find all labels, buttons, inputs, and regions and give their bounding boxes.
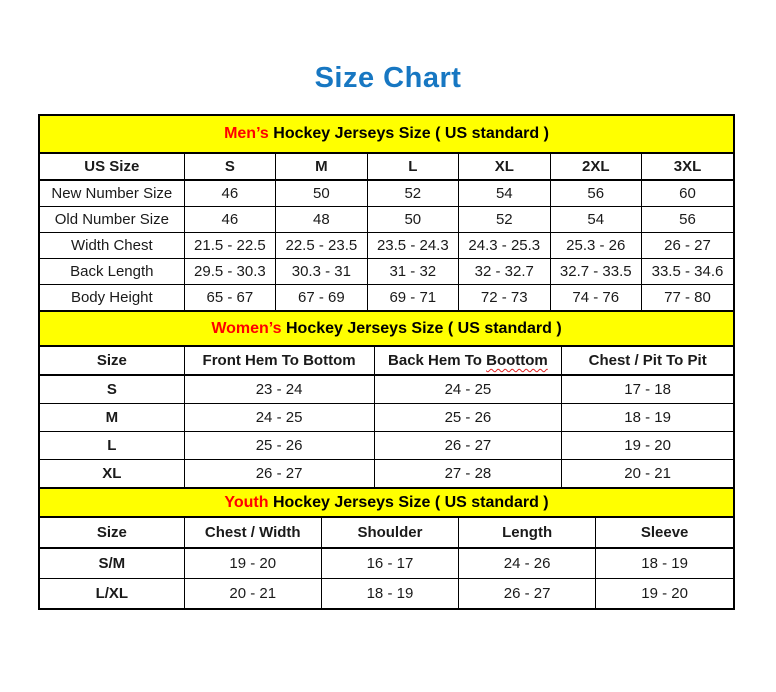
size-value-cell: 20 - 21	[562, 459, 733, 487]
column-header: Chest / Pit To Pit	[562, 347, 733, 375]
size-value-cell: 26 - 27	[374, 431, 562, 459]
column-header: L	[367, 154, 458, 180]
size-value-cell: 19 - 20	[184, 548, 321, 578]
row-label: New Number Size	[40, 180, 184, 206]
table-row	[40, 206, 733, 232]
table-row	[40, 578, 733, 608]
row-label: L	[40, 431, 184, 459]
size-value-cell: 24 - 25	[374, 375, 562, 403]
size-value-cell: 17 - 18	[562, 375, 733, 403]
column-header: Shoulder	[321, 518, 458, 548]
column-header: M	[276, 154, 367, 180]
size-value-cell: 26 - 27	[459, 578, 596, 608]
size-value-cell: 32 - 32.7	[459, 258, 550, 284]
size-value-cell: 23.5 - 24.3	[367, 232, 458, 258]
size-value-cell: 54	[550, 206, 641, 232]
size-value-cell: 26 - 27	[184, 459, 374, 487]
column-header: XL	[459, 154, 550, 180]
row-label: M	[40, 403, 184, 431]
size-value-cell: 18 - 19	[321, 578, 458, 608]
size-value-cell: 18 - 19	[596, 548, 733, 578]
womens-table-band	[40, 310, 733, 347]
size-value-cell: 56	[550, 180, 641, 206]
size-value-cell: 48	[276, 206, 367, 232]
size-value-cell: 46	[184, 180, 275, 206]
size-value-cell: 31 - 32	[367, 258, 458, 284]
youth-band-text: Hockey Jerseys Size ( US standard )	[268, 493, 549, 511]
row-label: Body Height	[40, 284, 184, 310]
column-header: Chest / Width	[184, 518, 321, 548]
row-label: S	[40, 375, 184, 403]
size-value-cell: 72 - 73	[459, 284, 550, 310]
column-header: Back Hem To Boottom	[374, 347, 562, 375]
column-header: Size	[40, 347, 184, 375]
size-value-cell: 25 - 26	[184, 431, 374, 459]
table-row	[40, 548, 733, 578]
table-row	[40, 180, 733, 206]
youth-table-band	[40, 487, 733, 518]
size-value-cell: 26 - 27	[641, 232, 733, 258]
size-value-cell: 25.3 - 26	[550, 232, 641, 258]
row-label: Width Chest	[40, 232, 184, 258]
size-value-cell: 52	[367, 180, 458, 206]
size-value-cell: 56	[641, 206, 733, 232]
size-value-cell: 74 - 76	[550, 284, 641, 310]
youth-header-row	[40, 518, 733, 548]
row-label: Old Number Size	[40, 206, 184, 232]
row-label: L/XL	[40, 578, 184, 608]
size-value-cell: 77 - 80	[641, 284, 733, 310]
size-value-cell: 21.5 - 22.5	[184, 232, 275, 258]
womens-band-text: Hockey Jerseys Size ( US standard )	[281, 319, 562, 337]
size-value-cell: 19 - 20	[596, 578, 733, 608]
size-value-cell: 60	[641, 180, 733, 206]
size-value-cell: 19 - 20	[562, 431, 733, 459]
row-label: XL	[40, 459, 184, 487]
size-value-cell: 23 - 24	[184, 375, 374, 403]
youth-band-highlight: Youth	[224, 493, 269, 511]
table-row	[40, 258, 733, 284]
size-chart-container	[38, 114, 735, 610]
table-row	[40, 459, 733, 487]
misspelled-word: Boottom	[486, 352, 548, 369]
table-row	[40, 375, 733, 403]
column-header: Size	[40, 518, 184, 548]
mens-band-text: Hockey Jerseys Size ( US standard )	[268, 125, 549, 142]
size-value-cell: 33.5 - 34.6	[641, 258, 733, 284]
size-value-cell: 25 - 26	[374, 403, 562, 431]
mens-table-band	[40, 116, 733, 154]
size-value-cell: 24 - 25	[184, 403, 374, 431]
mens-size-table	[40, 154, 733, 310]
page-title: Size Chart	[314, 62, 462, 94]
womens-size-table	[40, 347, 733, 487]
size-value-cell: 65 - 67	[184, 284, 275, 310]
table-row	[40, 403, 733, 431]
womens-band-highlight: Women’s	[211, 319, 282, 337]
size-value-cell: 50	[276, 180, 367, 206]
size-value-cell: 69 - 71	[367, 284, 458, 310]
size-value-cell: 20 - 21	[184, 578, 321, 608]
table-row	[40, 431, 733, 459]
column-header: Length	[459, 518, 596, 548]
column-header: US Size	[40, 154, 184, 180]
size-value-cell: 24 - 26	[459, 548, 596, 578]
table-row	[40, 232, 733, 258]
column-header: 2XL	[550, 154, 641, 180]
size-value-cell: 16 - 17	[321, 548, 458, 578]
size-value-cell: 52	[459, 206, 550, 232]
size-value-cell: 46	[184, 206, 275, 232]
row-label: S/M	[40, 548, 184, 578]
youth-size-table	[40, 518, 733, 608]
size-value-cell: 27 - 28	[374, 459, 562, 487]
size-value-cell: 18 - 19	[562, 403, 733, 431]
mens-band-highlight: Men’s	[224, 125, 269, 142]
column-header: Front Hem To Bottom	[184, 347, 374, 375]
size-value-cell: 29.5 - 30.3	[184, 258, 275, 284]
column-header: Sleeve	[596, 518, 733, 548]
column-header: S	[184, 154, 275, 180]
size-value-cell: 50	[367, 206, 458, 232]
size-value-cell: 32.7 - 33.5	[550, 258, 641, 284]
row-label: Back Length	[40, 258, 184, 284]
column-header: 3XL	[641, 154, 733, 180]
size-value-cell: 67 - 69	[276, 284, 367, 310]
size-value-cell: 22.5 - 23.5	[276, 232, 367, 258]
table-row	[40, 284, 733, 310]
size-value-cell: 30.3 - 31	[276, 258, 367, 284]
size-value-cell: 54	[459, 180, 550, 206]
mens-header-row	[40, 154, 733, 180]
size-value-cell: 24.3 - 25.3	[459, 232, 550, 258]
womens-header-row	[40, 347, 733, 375]
